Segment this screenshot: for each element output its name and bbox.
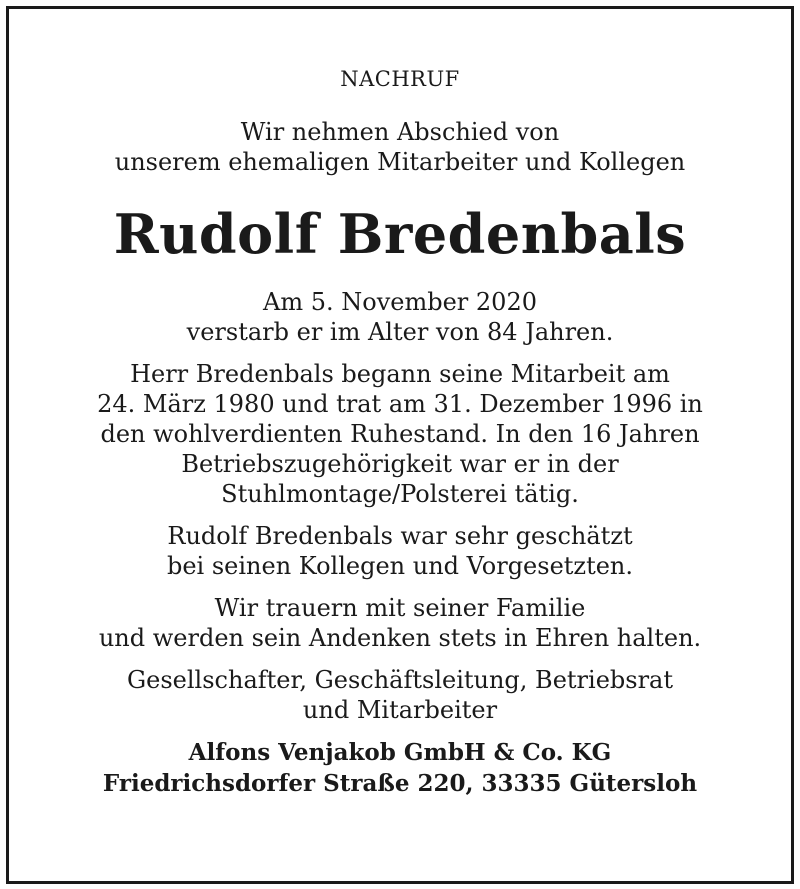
career-line: Betriebszugehörigkeit war er in der	[181, 450, 619, 478]
mourning-paragraph	[9, 593, 791, 653]
appreciation-paragraph	[9, 521, 791, 581]
company-block	[9, 737, 791, 799]
intro-line: unserem ehemaligen Mitarbeiter und Kollegen	[114, 148, 686, 176]
signatories-line: Gesellschafter, Geschäftsleitung, Betriebsrat	[126, 666, 673, 694]
career-paragraph	[9, 359, 791, 509]
intro-line: Wir nehmen Abschied von	[240, 118, 560, 146]
death-line: Am 5. November 2020	[263, 288, 537, 316]
obituary-content	[9, 9, 791, 799]
death-paragraph	[9, 287, 791, 347]
obituary-heading: NACHRUF	[340, 67, 460, 91]
obituary-frame	[6, 6, 794, 884]
appreciation-line: bei seinen Kollegen und Vorgesetzten.	[166, 552, 634, 580]
death-line: verstarb er im Alter von 84 Jahren.	[186, 318, 614, 346]
career-line: den wohlverdienten Ruhestand. In den 16 Jahren	[100, 420, 700, 448]
appreciation-line: Rudolf Bredenbals war sehr geschätzt	[167, 522, 633, 550]
career-line: Stuhlmontage/Polsterei tätig.	[221, 480, 579, 508]
company-address: Friedrichsdorfer Straße 220, 33335 Gütersloh	[102, 770, 698, 797]
intro-text	[9, 117, 791, 177]
career-line: Herr Bredenbals begann seine Mitarbeit am	[130, 360, 670, 388]
mourning-line: Wir trauern mit seiner Familie	[214, 594, 586, 622]
signatories-line: und Mitarbeiter	[302, 696, 498, 724]
career-line: 24. März 1980 und trat am 31. Dezember 1996 in	[97, 390, 703, 418]
signatories-paragraph	[9, 665, 791, 725]
company-name: Alfons Venjakob GmbH & Co. KG	[188, 739, 612, 766]
deceased-name: Rudolf Bredenbals	[113, 202, 687, 266]
mourning-line: und werden sein Andenken stets in Ehren halten.	[98, 624, 702, 652]
